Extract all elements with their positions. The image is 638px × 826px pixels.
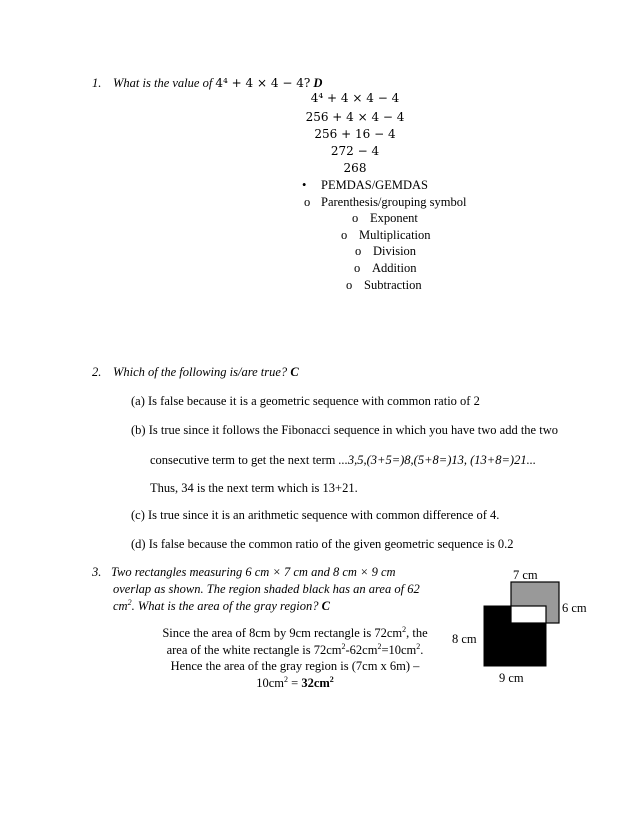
q3-answer-letter: C	[321, 599, 330, 613]
q1-question-math: 4⁴ + 4 × 4 − 4?	[215, 76, 311, 90]
q3-explain-line-3: Hence the area of the gray region is (7cm x 6m) –	[170, 659, 420, 673]
q1-number: 1.	[92, 76, 102, 90]
label-8cm: 8 cm	[452, 632, 477, 646]
q2-item-d-label: (d)	[131, 537, 146, 551]
q1-step-5: 268	[343, 161, 367, 175]
q2-item-b-continued: consecutive term to get the next term ...3,5,(3+5=)8,(5+8=)13, (13+8=)21...	[150, 453, 536, 467]
q2-item-b-text: Is true since it follows the Fibonacci sequence in which you have two add the two	[148, 423, 558, 437]
white-overlap	[511, 606, 546, 623]
q2-question-text: Which of the following is/are true?	[113, 365, 288, 379]
q2-item-d-text: Is false because the common ratio of the given geometric sequence is 0.2	[148, 537, 514, 551]
label-6cm: 6 cm	[562, 601, 587, 615]
q2-item-b	[131, 423, 558, 438]
q2-item-b-label: (b)	[131, 423, 146, 437]
q1-step-3: 256 + 16 − 4	[314, 127, 396, 141]
q3-question-line-3: $cm^2$. What is the area of the gray region? C	[113, 597, 330, 613]
q3-question-line-1: Two rectangles measuring 6 cm × 7 cm and 8 cm × 9 cm	[111, 565, 396, 579]
q1-rule-6: Subtraction	[364, 278, 422, 292]
q2-item-c	[131, 508, 499, 523]
q2-item-b-thus: Thus, 34 is the next term which is 13+21.	[150, 481, 358, 495]
q2-number: 2.	[92, 365, 102, 379]
q1-step-2: 256 + 4 × 4 − 4	[305, 110, 405, 124]
q2-item-a-text: Is false because it is a geometric sequence with common ratio of 2	[148, 394, 480, 408]
q1-rule-3: Multiplication	[359, 228, 431, 242]
q1-rule-heading: PEMDAS/GEMDAS	[321, 178, 428, 192]
q1-rule-1: Parenthesis/grouping symbol	[321, 195, 467, 209]
q1-rule-2: Exponent	[370, 211, 418, 225]
q2-item-a-label: (a)	[131, 394, 145, 408]
q2-item-a	[131, 394, 480, 409]
q1-question	[113, 76, 322, 91]
q3-explain-line-4: $10cm^2 = 32cm^2$	[256, 674, 334, 690]
circle-bullet-icon: o	[304, 195, 311, 209]
q3-explain-line-1: Since the area of 8cm by 9cm rectangle is $72cm^2$, the	[162, 624, 428, 640]
q1-question-text: What is the value of	[113, 76, 216, 90]
circle-bullet-icon: o	[355, 244, 362, 258]
label-9cm: 9 cm	[499, 671, 524, 685]
q1-answer-letter: D	[313, 76, 323, 90]
q3-number: 3.	[92, 565, 102, 579]
circle-bullet-icon: o	[346, 278, 353, 292]
q3-question-line-2: overlap as shown. The region shaded black has an area of 62	[113, 582, 420, 596]
q2-item-c-label: (c)	[131, 508, 145, 522]
label-7cm: 7 cm	[513, 568, 538, 582]
q1-bullet-icon: •	[302, 178, 307, 192]
circle-bullet-icon: o	[352, 211, 359, 225]
q1-rule-5: Addition	[372, 261, 417, 275]
q3-explain-line-2: area of the white rectangle is $72cm^2-62cm^2=10cm^2$.	[166, 641, 424, 657]
circle-bullet-icon: o	[354, 261, 361, 275]
q3-explanation	[150, 625, 440, 691]
q2-item-c-text: Is true since it is an arithmetic sequence with common difference of 4.	[148, 508, 500, 522]
q1-rule-4: Division	[373, 244, 417, 258]
q2-item-d	[131, 537, 514, 552]
q2-answer-letter: C	[290, 365, 299, 379]
q2-question	[113, 365, 299, 380]
q1-step-1: 4⁴ + 4 × 4 − 4	[310, 91, 400, 105]
circle-bullet-icon: o	[341, 228, 348, 242]
fibonacci-sequence: ...3,5,(3+5=)8,(5+8=)13, (13+8=)21...	[338, 453, 536, 467]
overlapping-rectangles-figure	[445, 565, 595, 690]
q1-step-4: 272 − 4	[330, 144, 380, 158]
